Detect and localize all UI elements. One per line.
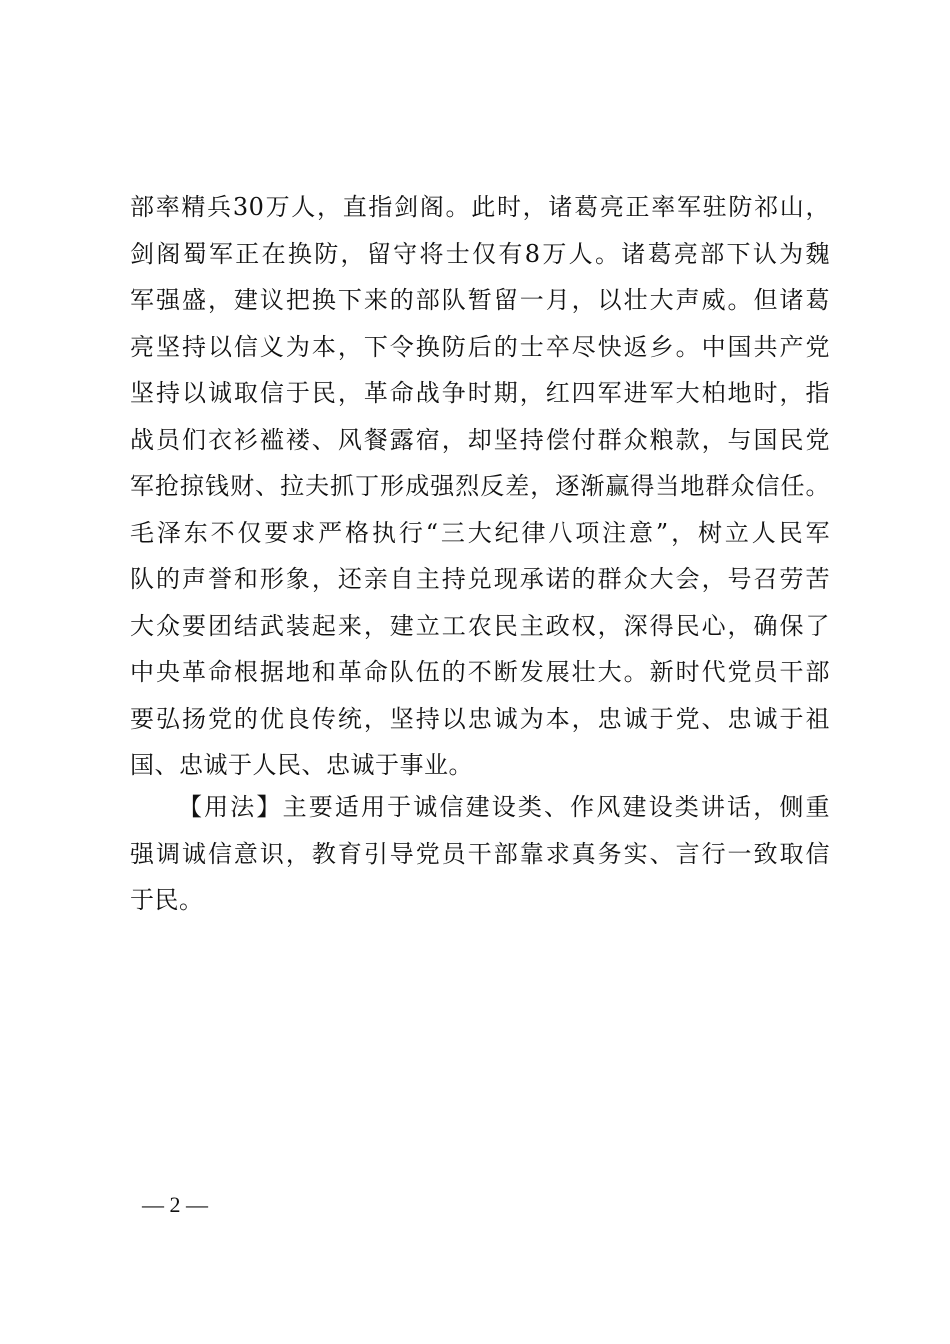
paragraph-1-line: 中央革命根据地和革命队伍的不断发展壮大。新时代党员干部 xyxy=(130,658,830,686)
paragraph-1-line: 亮坚持以信义为本，下令换防后的士卒尽快返乡。中国共产党 xyxy=(130,332,830,361)
paragraph-1-line: 要弘扬党的优良传统，坚持以忠诚为本，忠诚于党、忠诚于祖 xyxy=(130,704,830,733)
paragraph-1-line: 队的声誉和形象，还亲自主持兑现承诺的群众大会，号召劳苦 xyxy=(130,565,830,593)
paragraph-1-line: 军抢掠钱财、拉夫抓丁形成强烈反差，逐渐赢得当地群众信任。 xyxy=(130,472,830,500)
paragraph-1-line: 坚持以诚取信于民，革命战争时期，红四军进军大柏地时，指 xyxy=(130,379,830,407)
paragraph-1-line: 军强盛，建议把换下来的部队暂留一月，以壮大声威。但诸葛 xyxy=(130,286,830,314)
paragraph-2-line: 【用法】主要适用于诚信建设类、作风建设类讲话，侧重 xyxy=(178,793,830,821)
paragraph-2-line: 强调诚信意识，教育引导党员干部靠求真务实、言行一致取信 xyxy=(130,839,830,868)
paragraph-1 xyxy=(130,184,830,789)
page-number: — 2 — xyxy=(142,1192,208,1217)
paragraph-1-line: 国、忠诚于人民、忠诚于事业。 xyxy=(130,751,473,779)
paragraph-2-line: 于民。 xyxy=(130,886,204,914)
paragraph-1-line: 战员们衣衫褴褛、风餐露宿，却坚持偿付群众粮款，与国民党 xyxy=(130,425,830,454)
paragraph-1-line: 剑阁蜀军正在换防，留守将士仅有8万人。诸葛亮部下认为魏 xyxy=(130,239,830,268)
paragraph-2-usage xyxy=(130,784,830,924)
paragraph-1-line: 毛泽东不仅要求严格执行“三大纪律八项注意”，树立人民军 xyxy=(130,518,830,547)
paragraph-1-line: 部率精兵30万人，直指剑阁。此时，诸葛亮正率军驻防祁山， xyxy=(130,193,830,221)
paragraph-1-line: 大众要团结武装起来，建立工农民主政权，深得民心，确保了 xyxy=(130,611,830,640)
